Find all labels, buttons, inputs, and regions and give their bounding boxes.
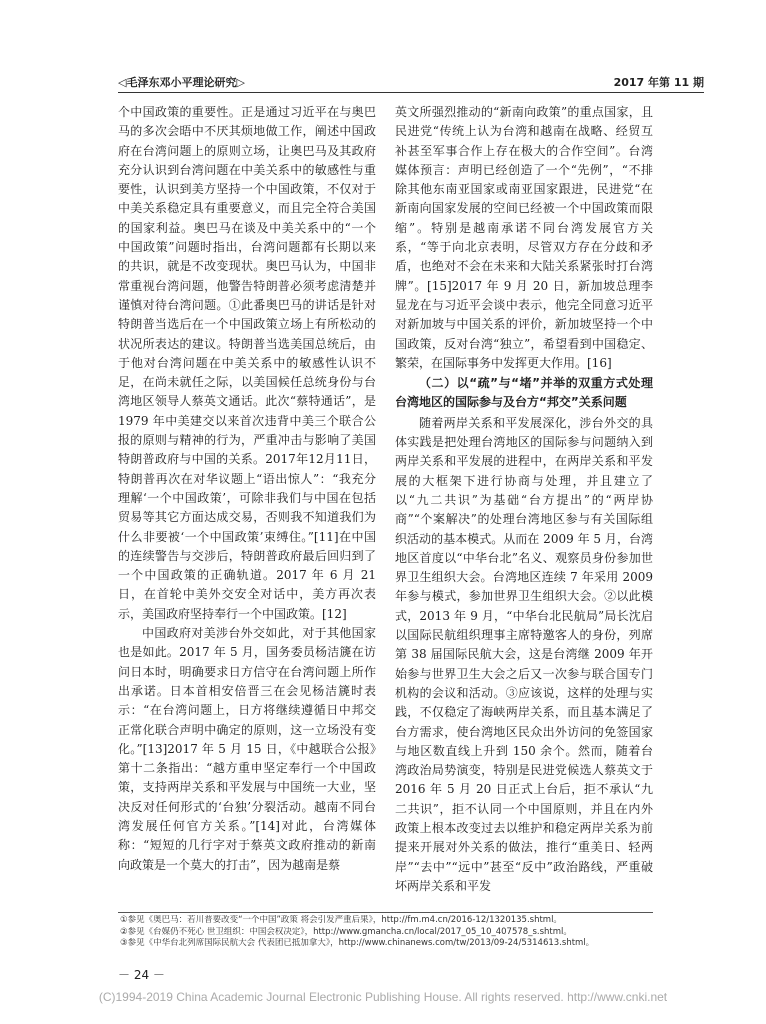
footnote-divider bbox=[118, 912, 653, 913]
journal-title: ◁毛泽东邓小平理论研究▷ bbox=[118, 76, 245, 89]
footnote: ②参见《台媒仍不死心 世卫组织：中国会权决定》，http://www.gmancha.cn/local/2017_05_10_407578_s.shtml。 bbox=[120, 926, 572, 937]
page-number: － 24 － bbox=[118, 968, 165, 982]
paragraph: 英文所强烈推动的“新南向政策”的重点国家，且民进党“传统上认为台湾和越南在战略、经贸互补甚至军事合作上存在极大的合作空间”。台湾媒体预言：声明已经创造了一个“先例”，“不排除其他东南亚国家或南亚国家跟进，民进党“在新南向国家发展的空间已经被一个中国政策而限缩”。特别是越南承诺不同台湾发展官方关系，“等于向北京表明，尽管双方存在分歧和矛盾，也绝对不会在未来和大陆关系紧张时打台湾牌”。[15]2017 年 9 月 20 日，新加坡总理李显龙在与习近平会谈中表示，他完全同意习近平对新加坡与中国关系的评价，新加坡坚持一个中国政策，反对台湾“独立”，希望看到中国稳定、繁荣，在国际事务中发挥更大作用。[16] bbox=[395, 105, 653, 370]
running-header bbox=[118, 70, 704, 93]
section-heading: （二）以“疏”与“堵”并举的双重方式处理台湾地区的国际参与及台方“邦交”关系问题 bbox=[395, 376, 653, 410]
paragraph: 个中国政策的重要性。正是通过习近平在与奥巴马的多次会晤中不厌其烦地做工作，阐述中国政府在台湾问题上的原则立场，让奥巴马及其政府充分认识到台湾问题在中美关系中的敏感性与重要性，认识到美方坚持一个中国政策，不仅对于中美关系稳定具有重要意义，而且完全符合美国的国家利益。奥巴马在谈及中美关系中的“一个中国政策”问题时指出，台湾问题都有长期以来的共识，就是不改变现状。奥巴马认为，中国非常重视台湾问题，他警告特朗普必须考虑清楚并谨慎对待台湾问题。①此番奥巴马的讲话是针对特朗普当选后在一个中国政策立场上有所松动的状况所表达的建议。特朗普当选美国总统后，由于他对台湾问题在中美关系中的敏感性认识不足，在尚未就任之际，以美国候任总统身份与台湾地区领导人蔡英文通话。此次“蔡特通话”，是 1979 年中美建交以来首次违背中美三个联合公报的原则与精神的行为，严重冲击与影响了美国特朗普政府与中国的关系。2017年12月11日，特朗普再次在对华议题上“语出惊人”：“我充分理解‘一个中国政策’，可除非我们与中国在包括贸易等其它方面达成交易，否则我不知道我们为什么非要被‘一个中国政策’束缚住。”[11]在中国的连续警告与交涉后，特朗普政府最后回归到了一个中国政策的正确轨道。2017 年 6 月 21 日，在首轮中美外交安全对话中，美方再次表示，美国政府坚持奉行一个中国政策。[12] bbox=[118, 105, 376, 621]
paragraph: 随着两岸关系和平发展深化，涉台外交的具体实践是把处理台湾地区的国际参与问题纳入到两岸关系和平发展的进程中，在两岸关系和平发展的大框架下进行协商与处理，并且建立了以“九二共识”为基础“台方提出”的“两岸协商”“个案解决”的处理台湾地区参与有关国际组织活动的基本模式。从而在 2009 年 5 月，台湾地区首度以“中华台北”名义、观察员身份参加世界卫生组织大会。台湾地区连续 7 年采用 2009 年参与模式，参加世界卫生组织大会。②以此模式，2013 年 9 月，“中华台北民航局”局长沈启以国际民航组织理事主席特邀客人的身份，列席第 38 届国际民航大会，这是台湾继 2009 年开始参与世界卫生大会之后又一次参与联合国专门机构的会议和活动。③应该说，这样的处理与实践，不仅稳定了海峡两岸关系，而且基本满足了台方需求，使台湾地区民众出外访问的免签国家与地区数直线上升到 150 余个。然而，随着台湾政治局势演变，特别是民进党候选人蔡英文于 2016 年 5 月 20 日正式上台后，拒不承认“九二共识”，拒不认同一个中国原则，并且在内外政策上根本改变过去以维护和稳定两岸关系为前提来开展对外关系的做法，推行“重美日、轻两岸”“去中”“远中”甚至“反中”政治路线，严重破坏两岸关系和平发 bbox=[395, 415, 653, 893]
paragraph: 中国政府对美涉台外交如此，对于其他国家也是如此。2017 年 5 月，国务委员杨洁篪在访问日本时，明确要求日方信守在台湾问题上所作出承诺。日本首相安倍晋三在会见杨洁篪时表示：“在台湾问题上，日方将继续遵循日中邦交正常化联合声明中确定的原则，这一立场没有变化。”[13]2017 年 5 月 15 日，《中越联合公报》第十二条指出：“越方重申坚定奉行一个中国政策，支持两岸关系和平发展与中国统一大业，坚决反对任何形式的‘台独’分裂活动。越南不同台湾发展任何官方关系。”[14]对此，台湾媒体称：“短短的几行字对于蔡英文政府推动的新南向政策是一个莫大的打击”，因为越南是蔡 bbox=[118, 626, 376, 872]
copyright-watermark: (C)1994-2019 China Academic Journal Electronic Publishing House. All rights reserved. http://www.cnki.net bbox=[98, 990, 668, 1004]
issue-label: 2017 年第 11 期 bbox=[613, 76, 704, 89]
left-column bbox=[118, 103, 376, 875]
right-column bbox=[395, 103, 653, 896]
footnote: ③参见《中华台北列席国际民航大会 代表团已抵加拿大》，http://www.chinanews.com/tw/2013/09-24/5314613.shtml。 bbox=[120, 938, 595, 948]
footnote: ①参见《奥巴马：若川普要改变“一个中国”政策 将会引发严重后果》，http://fm.m4.cn/2016-12/1320135.shtml。 bbox=[120, 915, 562, 925]
footnotes bbox=[120, 915, 653, 950]
